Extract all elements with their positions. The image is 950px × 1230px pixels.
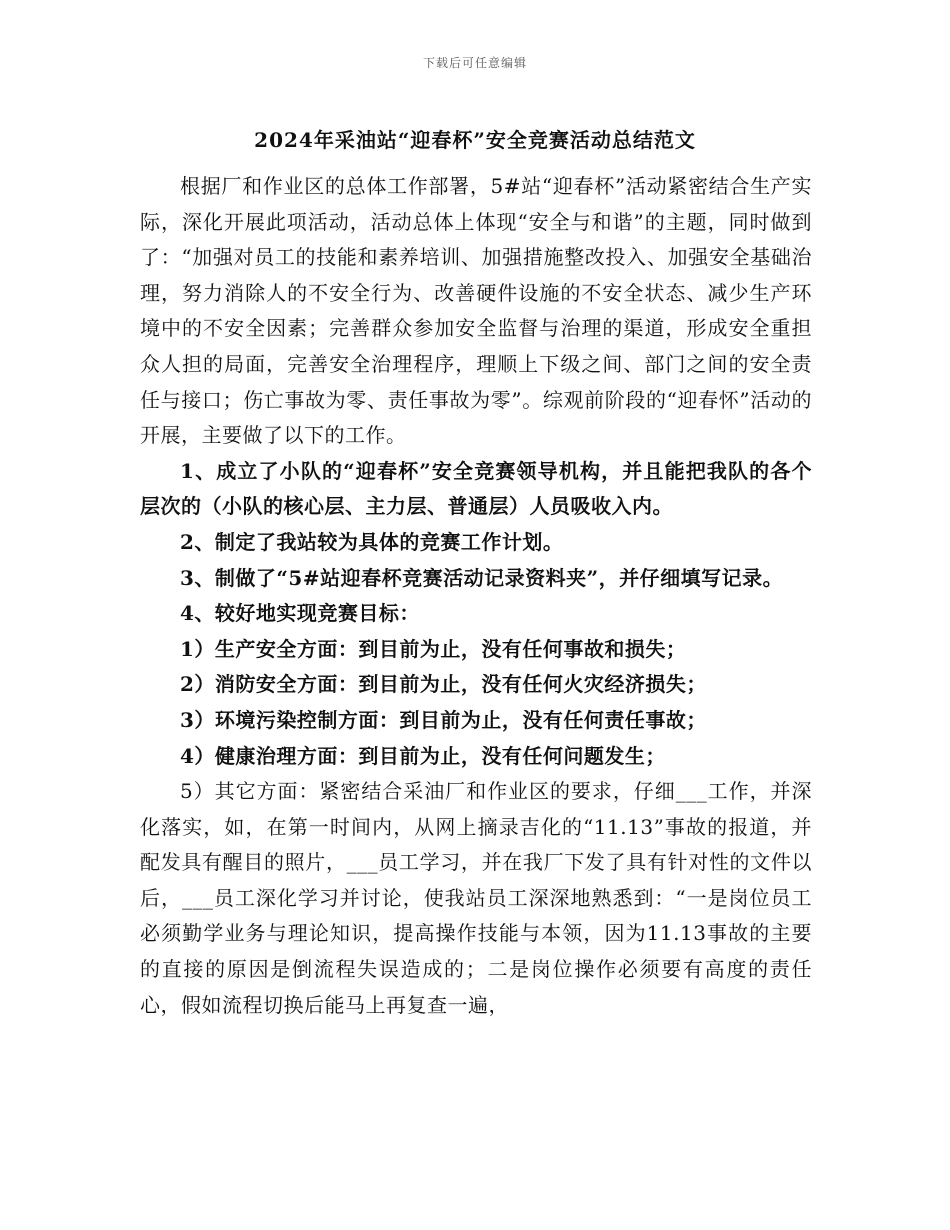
item-1-paragraph: 1、成立了小队的“迎春杯”安全竞赛领导机构，并且能把我队的各个层次的（小队的核心层、主力层、普通层）人员吸收入内。 bbox=[140, 458, 812, 519]
item-2-paragraph: 2、制定了我站较为具体的竞赛工作计划。 bbox=[180, 529, 564, 554]
document-body bbox=[140, 169, 812, 1023]
header-note: 下载后可任意编辑 bbox=[422, 56, 527, 70]
item-4-paragraph: 4、较好地实现竞赛目标： bbox=[180, 601, 420, 626]
goal-health-management: 4）健康治理方面：到目前为止，没有任何问题发生； bbox=[180, 743, 666, 768]
item-3-paragraph: 3、制做了“5#站迎春杯竞赛活动记录资料夹”，并仔细填写记录。 bbox=[180, 565, 784, 590]
goal-other-aspects: 5）其它方面：紧密结合采油厂和作业区的要求，仔细___工作，并深化落实，如，在第一时间内，从网上摘录吉化的“11.13”事故的报道，并配发具有醒目的照片，___员工学习，并在我厂下发了具有针对性的文件以后，___员工深化学习并讨论，使我站员工深深地熟悉到：“一是岗位员工必须勤学业务与理论知识，提高操作技能与本领，因为11.13事故的主要的直接的原因是倒流程失误造成的；二是岗位操作必须要有高度的责任心，假如流程切换后能马上再复查一遍， bbox=[140, 779, 812, 1017]
goal-fire-safety: 2）消防安全方面：到目前为止，没有任何火灾经济损失； bbox=[180, 672, 707, 697]
goal-environment-control: 3）环境污染控制方面：到目前为止，没有任何责任事故； bbox=[180, 707, 707, 732]
intro-paragraph: 根据厂和作业区的总体工作部署，5#站“迎春杯”活动紧密结合生产实际，深化开展此项活动，活动总体上体现“安全与和谐”的主题，同时做到了：“加强对员工的技能和素养培训、加强措施整改投入、加强安全基础治理，努力消除人的不安全行为、改善硬件设施的不安全状态、减少生产环境中的不安全因素；完善群众参加安全监督与治理的渠道，形成安全重担众人担的局面，完善安全治理程序，理顺上下级之间、部门之间的安全责任与接口；伤亡事故为零、责任事故为零”。综观前阶段的“迎春怀”活动的开展，主要做了以下的工作。 bbox=[140, 174, 812, 448]
document-title: 2024年采油站“迎春杯”安全竞赛活动总结范文 bbox=[254, 128, 696, 152]
goal-production-safety: 1）生产安全方面：到目前为止，没有任何事故和损失； bbox=[180, 636, 687, 661]
